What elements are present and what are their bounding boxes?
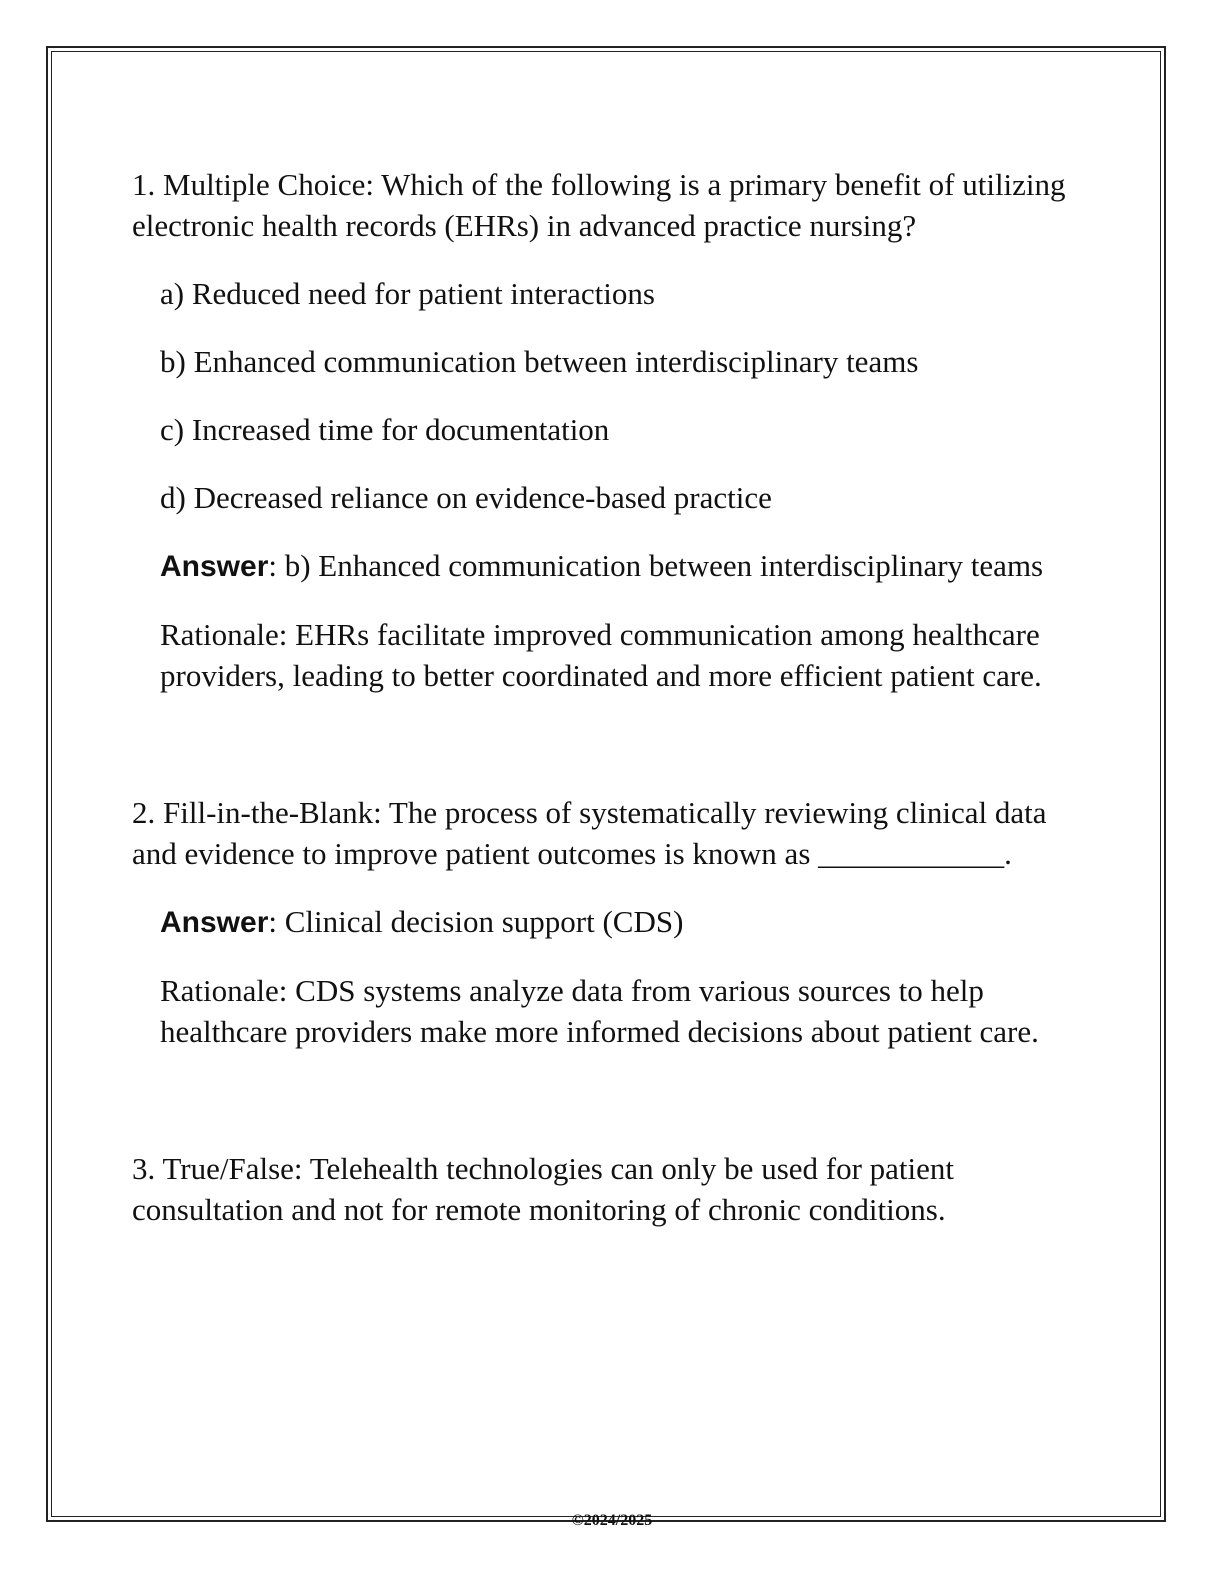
question-2-answer: [132, 901, 1082, 943]
question-1-option-a: a) Reduced need for patient interactions: [160, 276, 655, 311]
document-content: [132, 164, 1082, 1230]
answer-label: Answer: [160, 550, 269, 583]
question-1-text: 1. Multiple Choice: Which of the following is a primary benefit of utilizing electronic health records (EHRs) in advanced practice nursing?: [132, 167, 1066, 243]
question-1-rationale: Rationale: EHRs facilitate improved communication among healthcare providers, leading to better coordinated and more efficient patient care.: [160, 617, 1042, 693]
question-1-option-c: c) Increased time for documentation: [160, 412, 610, 447]
question-2-answer-text: : Clinical decision support (CDS): [268, 904, 684, 939]
question-1-answer-text: : b) Enhanced communication between interdisciplinary teams: [268, 548, 1044, 583]
page-footer-copyright: ©2024/2025: [571, 1512, 653, 1529]
answer-label: Answer: [160, 906, 269, 939]
question-1-option-d: d) Decreased reliance on evidence-based practice: [160, 480, 772, 515]
question-3-text: 3. True/False: Telehealth technologies can only be used for patient consultation and not for remote monitoring of chronic conditions.: [132, 1151, 955, 1227]
question-1-answer: [132, 545, 1082, 587]
question-1-option-b: b) Enhanced communication between interdisciplinary teams: [160, 344, 919, 379]
question-2-text: 2. Fill-in-the-Blank: The process of systematically reviewing clinical data and evidence to improve patient outcomes is known as ____________.: [132, 795, 1047, 871]
question-2-rationale: Rationale: CDS systems analyze data from various sources to help healthcare providers make more informed decisions about patient care.: [160, 973, 1039, 1049]
